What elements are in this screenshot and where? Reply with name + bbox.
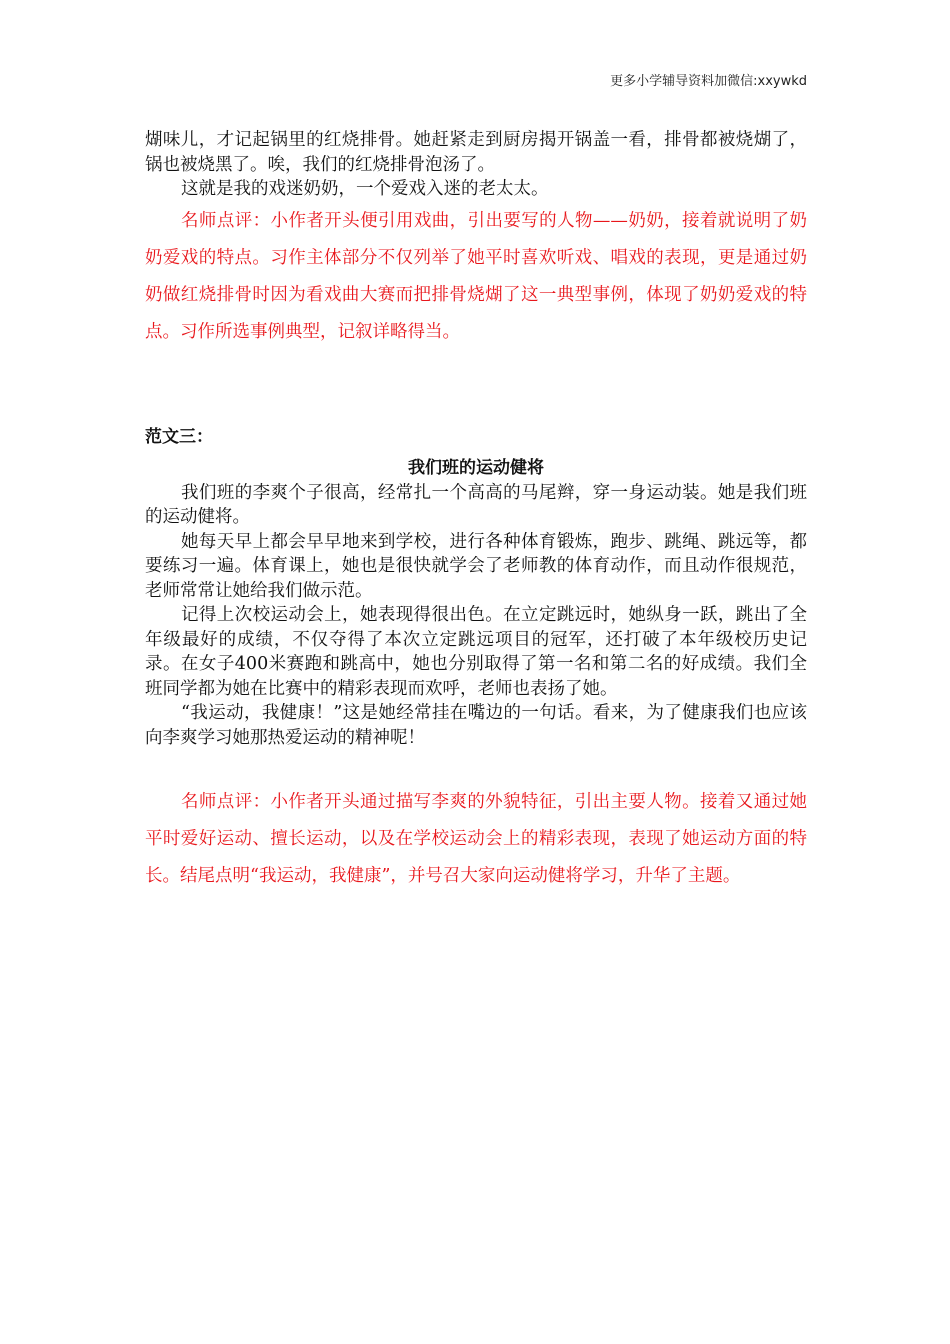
header-note: 更多小学辅导资料加微信:xxywkd xyxy=(610,74,807,89)
essay3-paragraph: 记得上次校运动会上，她表现得很出色。在立定跳远时，她纵身一跃，跳出了全年级最好的成绩，不仅夺得了本次立定跳远项目的冠军，还打破了本年级校历史记录。在女子400米赛跑和跳高中，她也分别取得了第一名和第二名的好成绩。我们全班同学都为她在比赛中的精彩表现而欢呼，老师也表扬了她。 xyxy=(145,605,807,699)
section-gap xyxy=(145,351,807,425)
essay3-paragraph: 我们班的李爽个子很高，经常扎一个高高的马尾辫，穿一身运动装。她是我们班的运动健将。 xyxy=(145,482,807,527)
essay3-teacher-comment: 名师点评：小作者开头通过描写李爽的外貌特征，引出主要人物。接着又通过她平时爱好运动、擅长运动，以及在学校运动会上的精彩表现，表现了她运动方面的特长。结尾点明“我运动，我健康”，并号召大家向运动健将学习，升华了主题。 xyxy=(145,792,807,886)
comment-gap xyxy=(145,750,807,784)
document-body xyxy=(145,128,807,895)
essay3-paragraph: 她每天早上都会早早地来到学校，进行各种体育锻炼，跑步、跳绳、跳远等，都要练习一遍。体育课上，她也是很快就学会了老师教的体育动作，而且动作很规范，老师常常让她给我们做示范。 xyxy=(145,531,807,601)
essay2-teacher-comment: 名师点评：小作者开头便引用戏曲，引出要写的人物——奶奶，接着就说明了奶奶爱戏的特点。习作主体部分不仅列举了她平时喜欢听戏、唱戏的表现，更是通过奶奶做红烧排骨时因为看戏曲大赛而把排骨烧煳了这一典型事例，体现了奶奶爱戏的特点。习作所选事例典型，记叙详略得当。 xyxy=(145,210,807,342)
essay2-paragraph: 这就是我的戏迷奶奶，一个爱戏入迷的老太太。 xyxy=(181,179,549,199)
essay3-title: 我们班的运动健将 xyxy=(408,457,544,478)
essay2-paragraph: 煳味儿，才记起锅里的红烧排骨。她赶紧走到厨房揭开锅盖一看，排骨都被烧煳了，锅也被烧黑了。唉，我们的红烧排骨泡汤了。 xyxy=(145,130,807,175)
essay3-paragraph: “我运动，我健康！”这是她经常挂在嘴边的一句话。看来，为了健康我们也应该向李爽学习她那热爱运动的精神呢！ xyxy=(145,703,807,748)
essay3-label: 范文三： xyxy=(145,426,213,447)
